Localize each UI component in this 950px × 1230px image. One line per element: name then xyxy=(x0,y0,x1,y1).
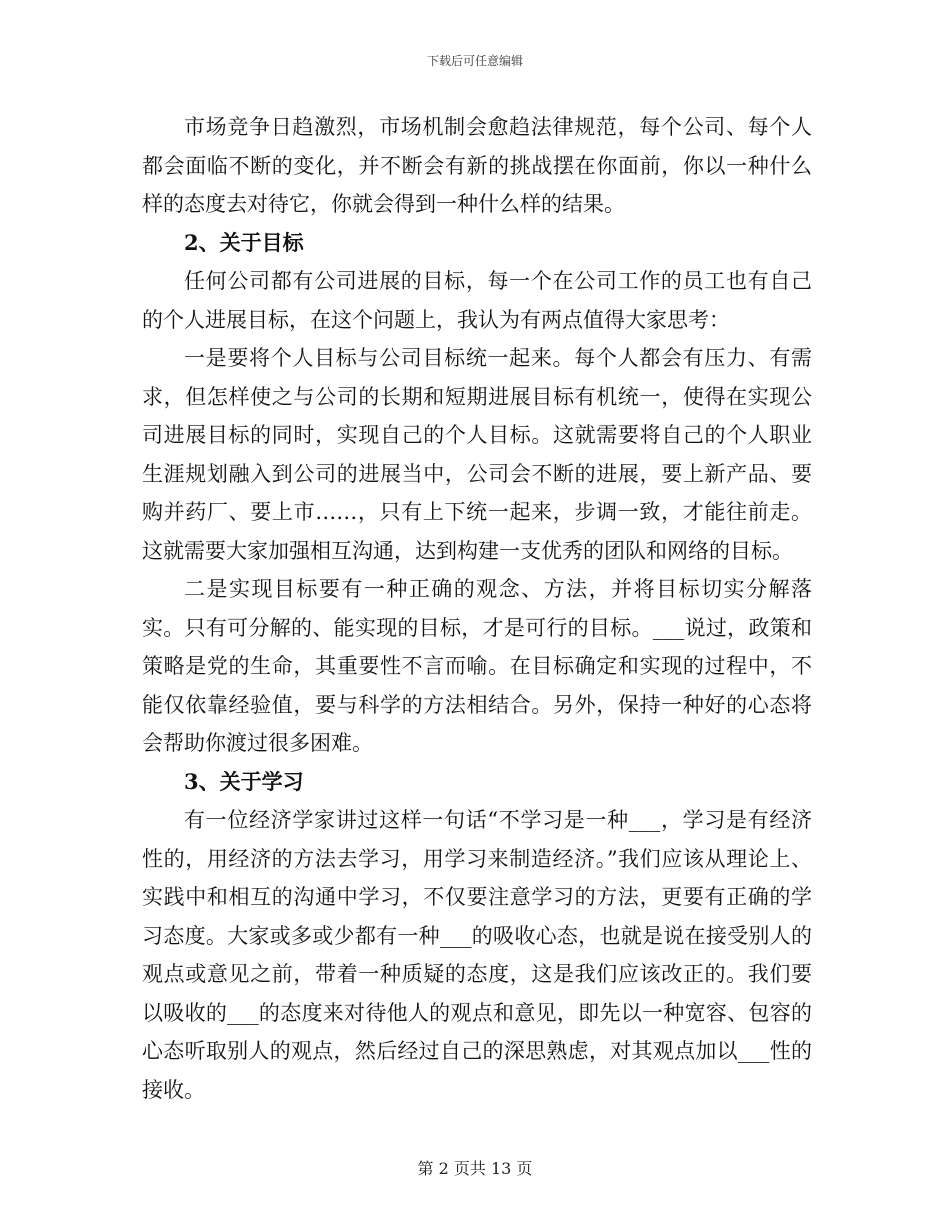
paragraph: 市场竞争日趋激烈，市场机制会愈趋法律规范，每个公司、每个人都会面临不断的变化，并不断会有新的挑战摆在你面前，你以一种什么样的态度去对待它，你就会得到一种什么样的结果。 xyxy=(142,115,812,216)
paragraph: 二是实现目标要有一种正确的观念、方法，并将目标切实分解落实。只有可分解的、能实现的目标，才是可行的目标。___说过，政策和策略是党的生命，其重要性不言而喻。在目标确定和实现的过程中，不能仅依靠经验值，要与科学的方法相结合。另外，保持一种好的心态将会帮助你渡过很多困难。 xyxy=(142,577,812,755)
paragraph: 任何公司都有公司进展的目标，每一个在公司工作的员工也有自己的个人进展目标，在这个问题上，我认为有两点值得大家思考： xyxy=(142,269,812,332)
section-heading: 2、关于目标 xyxy=(184,229,304,255)
paragraph: 一是要将个人目标与公司目标统一起来。每个人都会有压力、有需求，但怎样使之与公司的长期和短期进展目标有机统一，使得在实现公司进展目标的同时，实现自己的个人目标。这就需要将自己的个人职业生涯规划融入到公司的进展当中，公司会不断的进展，要上新产品、要购并药厂、要上市……，只有上下统一起来，步调一致，才能往前走。这就需要大家加强相互沟通，达到构建一支优秀的团队和网络的目标。 xyxy=(142,346,812,563)
paragraph: 有一位经济学家讲过这样一句话“不学习是一种___，学习是有经济性的，用经济的方法去学习，用学习来制造经济。”我们应该从理论上、实践中和相互的沟通中学习，不仅要注意学习的方法，更要有正确的学习态度。大家或多或少都有一种___的吸收心态，也就是说在接受别人的观点或意见之前，带着一种质疑的态度，这是我们应该改正的。我们要以吸收的___的态度来对待他人的观点和意见，即先以一种宽容、包容的心态听取别人的观点，然后经过自己的深思熟虑，对其观点加以___性的接收。 xyxy=(142,808,812,1102)
section-heading: 3、关于学习 xyxy=(184,768,304,794)
page-header: 下载后可任意编辑 xyxy=(426,54,523,68)
document-body xyxy=(142,108,812,1109)
page-footer: 第 2 页共 13 页 xyxy=(417,1159,533,1178)
